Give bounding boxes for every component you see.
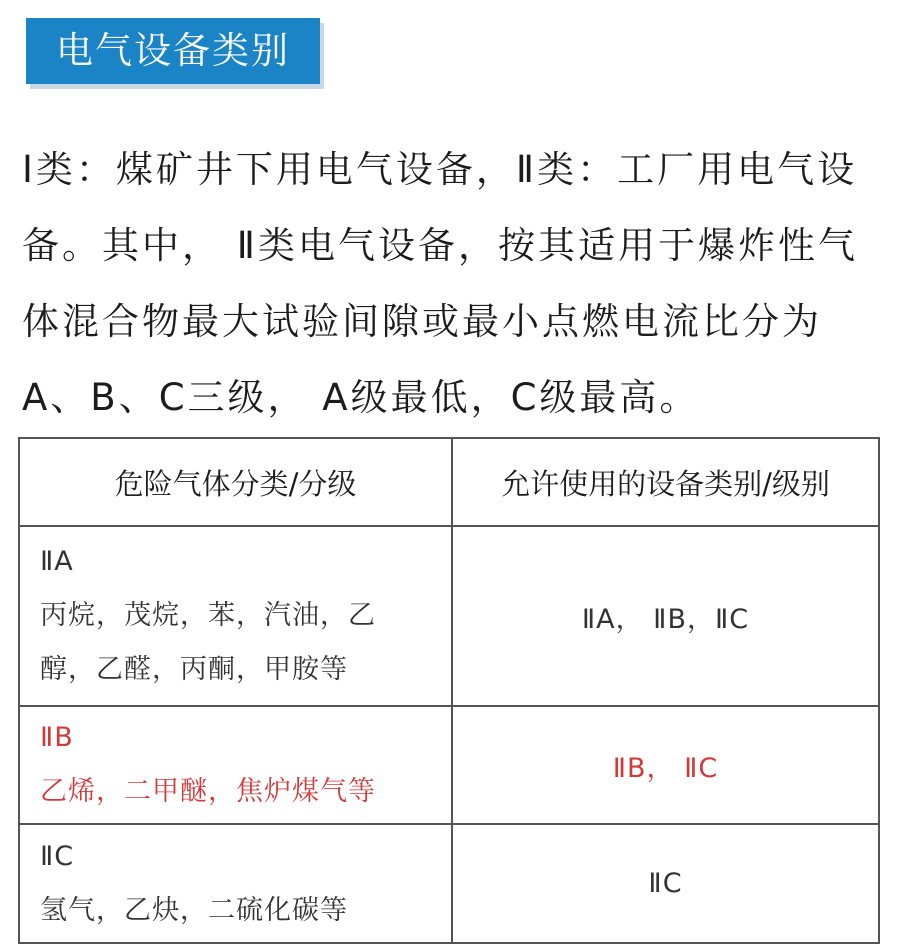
allowed-equipment-cell: ⅡA， ⅡB，ⅡC [452, 526, 879, 706]
gas-examples-line: 氢气，乙炔，二硫化碳等 [40, 894, 348, 926]
paragraph-line: 体混合物最大试验间隙或最小点燃电流比分为 [22, 300, 822, 343]
gas-cell [19, 706, 452, 824]
header-gas-classification: 危险气体分类/分级 [19, 438, 452, 526]
table-header-row [19, 438, 879, 526]
paragraph-line: 备。其中， Ⅱ类电气设备，按其适用于爆炸性气 [22, 224, 858, 267]
paragraph-line: A、B、C三级， A级最低，C级最高。 [22, 376, 700, 419]
table-row [19, 824, 879, 943]
section-title: 电气设备类别 [26, 18, 320, 84]
gas-group-label: ⅡA [40, 546, 74, 577]
gas-examples-line: 丙烷，茂烷，苯，汽油，乙 [40, 600, 376, 631]
gas-examples-line: 乙烯，二甲醚，焦炉煤气等 [40, 776, 376, 807]
gas-cell [19, 526, 452, 706]
gas-group-label: ⅡB [40, 722, 74, 753]
allowed-equipment-cell: ⅡB， ⅡC [452, 706, 879, 824]
header-allowed-equipment: 允许使用的设备类别/级别 [452, 438, 879, 526]
intro-paragraph [22, 132, 884, 436]
gas-cell [19, 824, 452, 943]
section-title-badge [26, 18, 326, 88]
paragraph-line: Ⅰ类：煤矿井下用电气设备，Ⅱ类：工厂用电气设 [22, 148, 858, 191]
table-row [19, 526, 879, 706]
equipment-class-table [18, 437, 880, 944]
gas-examples-line: 醇，乙醛，丙酮，甲胺等 [40, 654, 348, 685]
table-row-highlighted [19, 706, 879, 824]
gas-group-label: ⅡC [40, 840, 75, 872]
allowed-equipment-cell: ⅡC [452, 824, 879, 943]
